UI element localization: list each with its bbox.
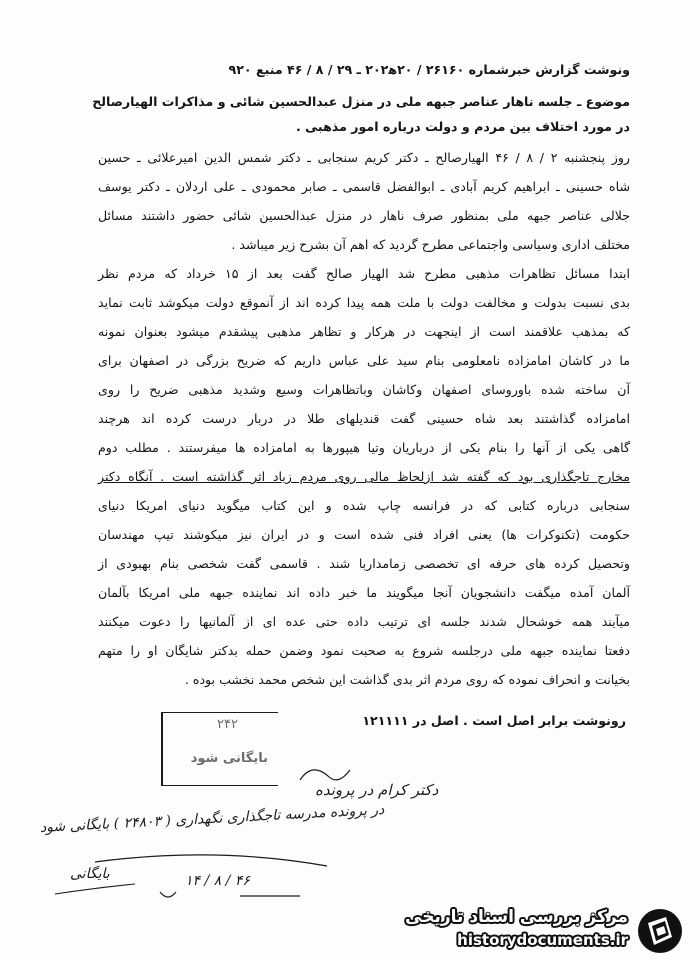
body-line: جلالی عناصر جبهه ملی بمنظور صرف ناهار در منزل عبدالحسین شائی حضور داشتند مسائل: [98, 208, 630, 223]
date-strokes: [160, 892, 300, 897]
body-line: وتحصیل کرده های حرفه ای تخصصی زمامداربا شند . قاسمی گفت شخصی بنام بهبودی از: [98, 556, 630, 571]
note-underline: [95, 855, 327, 866]
body-line: بخیانت و انحراف نموده که روی مردم اثر بدی گذاشت این شخص محمد نخشب بوده .: [184, 672, 630, 687]
body-line-underlined: مخارج تاجگذاری بود که گفته شد ازلحاظ مالی روی مردم زیاد اثر گذاشته است . آنگاه دکتر: [98, 469, 630, 484]
archive-emblem-icon: [636, 907, 684, 955]
body-line: امامزاده گذاشتند بعد شاه حسینی گفت قندیلهای طلا در دربار درست کرده اند هرچند: [98, 411, 630, 426]
body-line: دفعتا نماینده جبهه ملی درجلسه شروع به صحبت نمود وضمن حمله بدکتر شایگان او را متهم: [98, 643, 630, 658]
subject-line-2: در مورد اختلاف بین مردم و دولت درباره امور مذهبی .: [296, 119, 630, 134]
signature-stroke: [55, 884, 135, 894]
body-line: ما در کاشان امامزاده نامعلومی بنام سید علی عباس داریم که ضریح بزرگی در اصفهان برای: [98, 353, 630, 368]
archive-stamp: [161, 712, 278, 786]
body-line: حکومت (تکنوکرات ها) یعنی افراد فنی شده است و در ایران نیز میکوشند تیپ مهندسان: [98, 527, 630, 542]
stamp-number: ۲۴۲: [217, 717, 238, 732]
handwritten-date: ۴۶ / ۸ / ۱۴: [185, 873, 250, 889]
copy-certification: رونوشت برابر اصل است . اصل در ۱۲۱۱۱۱: [362, 713, 626, 728]
body-line: میآیند همه خوشحال شدند جلسه ای ترتیب داده حتی عده ای از آلمانیها را دعوت میکنند: [98, 614, 630, 629]
body-line: که بمذهب علاقمند است از اینجهت در هرکار و تظاهر مذهبی پیشقدم میشود بعنوان نمونه: [98, 324, 630, 339]
watermark-name: مرکز بررسی اسناد تاریخی: [405, 907, 628, 927]
body-line: گاهی یکی از آنها را بنام یکی از درباریان وتیا هیپورها به امامزاده ها میفرستند . مطلب دوم: [98, 440, 630, 455]
watermark-logo: [405, 905, 690, 957]
watermark-url: historydocuments.ir: [457, 931, 628, 949]
handwritten-note: در پرونده مدرسه تاجگذاری نگهداری ( ۲۴۸۰۳ ) بایگانی شود: [39, 801, 385, 836]
body-line: بدی نسبت بدولت و مخالفت دولت با ملت همه پیدا کرده اند از آنموقع دولت میکوشد ثابت نماید: [98, 295, 630, 310]
body-line: آن ساخته شده باوروسای اصفهان وکاشان وباتظاهرات وسیع وشدید مذهبی ضریح را روی: [98, 382, 630, 397]
body-line: شاه حسینی ـ ابراهیم کریم آبادی ـ ابوالفضل قاسمی ـ صابر محمودی ـ علی اردلان ـ دکتر یوسف: [98, 179, 630, 194]
report-header-ref: ونوشت گزارش خبرشماره ۲۶۱۶۰ / ۲۰ه‍۲۰۲ ـ ۲۹ / ۸ / ۴۶ منبع ۹۲۰: [228, 62, 630, 77]
body-line: مختلف اداری وسیاسی واجتماعی مطرح گردید که اهم آن بشرح زیر میباشد .: [231, 237, 630, 252]
body-line: سنجابی درباره کتابی که در فرانسه چاپ شده و این کتاب میگوید دنیای امریکا دنیای: [98, 498, 630, 513]
subject-line-1: موضوع ـ جلسه ناهار عناصر جبهه ملی در منزل عبدالحسین شائی و مذاکرات الهیارصالح: [92, 94, 630, 109]
body-line: ابتدا مسائل تظاهرات مذهبی مطرح شد الهیار صالح گفت بعد از ۱۵ خرداد که مردم نظر: [98, 266, 631, 281]
handwritten-signature: بایگانی: [70, 866, 110, 882]
handwritten-initials: دکتر کرام در پرونده: [315, 781, 439, 799]
stamp-label: بایگانی شود: [190, 751, 268, 766]
body-line: روز پنجشنبه ۲ / ۸ / ۴۶ الهیارصالح ـ دکتر کریم سنجابی ـ دکتر شمس الدین امیرعلائی ـ حسین: [98, 150, 631, 165]
initials-flourish: [300, 770, 350, 780]
body-line: آلمان آمده میگفت دانشجویان آنجا میگویند ما خبر داده اند نماینده جبهه ملی امریکا بآلمان: [98, 585, 630, 600]
